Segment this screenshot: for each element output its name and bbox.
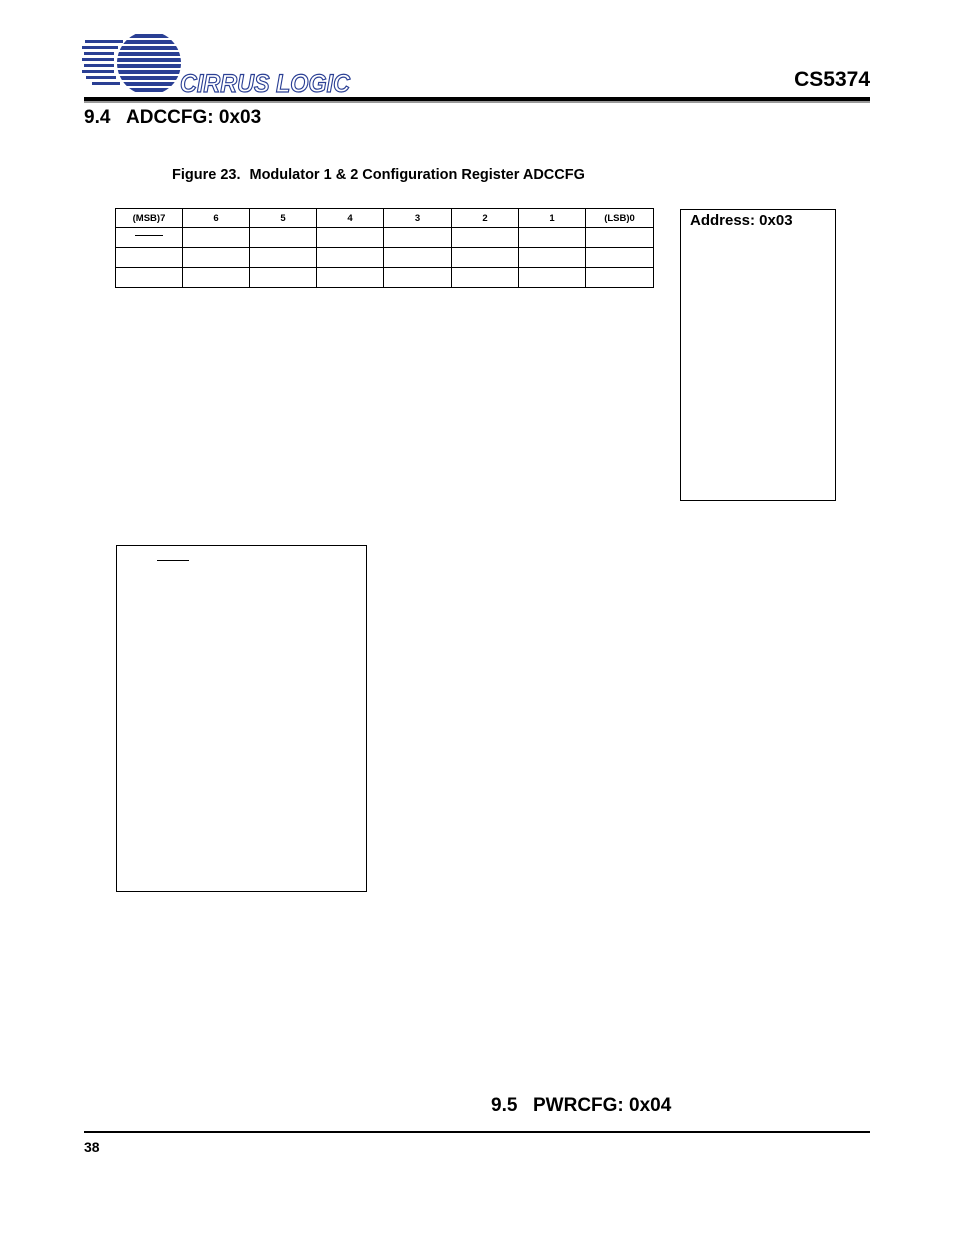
bit-default-cell [250, 268, 317, 288]
bit-default-cell [183, 268, 250, 288]
bit-access-cell [183, 248, 250, 268]
section-number: 9.4 [84, 107, 111, 128]
header-rule-shadow [84, 101, 870, 103]
bit-default-cell [586, 268, 654, 288]
section-heading-9-5 [491, 1095, 671, 1117]
bit-name-cell [183, 228, 250, 248]
bit-access-row [116, 248, 654, 268]
overbar-mark [157, 560, 189, 561]
bit-access-cell [384, 248, 452, 268]
overbar-mark [135, 235, 163, 236]
address-label: Address: 0x03 [690, 212, 793, 229]
bit-header-cell: 5 [250, 209, 317, 228]
bit-default-row [116, 268, 654, 288]
bit-name-cell [250, 228, 317, 248]
section-number: 9.5 [491, 1095, 518, 1116]
figure-title: Modulator 1 & 2 Configuration Register ADCCFG [249, 167, 585, 183]
part-number: CS5374 [794, 68, 870, 91]
section-title: ADCCFG: 0x03 [126, 107, 262, 128]
section-heading-9-4 [84, 107, 261, 129]
figure-caption [172, 167, 585, 183]
bit-access-cell [116, 248, 183, 268]
bit-name-cell [519, 228, 586, 248]
bit-access-cell [586, 248, 654, 268]
figure-number: Figure 23. [172, 167, 241, 183]
bit-header-cell: 1 [519, 209, 586, 228]
bit-header-row [116, 209, 654, 228]
register-bit-table [115, 208, 654, 288]
bit-default-cell [384, 268, 452, 288]
bit-access-cell [250, 248, 317, 268]
bit-name-cell [317, 228, 384, 248]
page-number: 38 [84, 1139, 100, 1155]
section-title: PWRCFG: 0x04 [533, 1095, 672, 1116]
bit-header-cell: 4 [317, 209, 384, 228]
bit-header-cell: (MSB)7 [116, 209, 183, 228]
bit-header-cell: 3 [384, 209, 452, 228]
bit-name-cell [116, 228, 183, 248]
address-box [680, 209, 836, 501]
bit-access-cell [452, 248, 519, 268]
bit-default-cell [519, 268, 586, 288]
bit-default-cell [452, 268, 519, 288]
bit-access-cell [519, 248, 586, 268]
footer-rule [84, 1131, 870, 1133]
bit-access-cell [317, 248, 384, 268]
bit-name-cell [452, 228, 519, 248]
bit-name-cell [586, 228, 654, 248]
bit-header-cell: (LSB)0 [586, 209, 654, 228]
bit-name-cell [384, 228, 452, 248]
logo-wordmark: CIRRUS LOGIC [180, 70, 351, 96]
cirrus-logic-logo [82, 34, 357, 96]
bit-header-cell: 6 [183, 209, 250, 228]
bit-description-box [116, 545, 367, 892]
bit-name-row [116, 228, 654, 248]
bit-header-cell: 2 [452, 209, 519, 228]
bit-default-cell [317, 268, 384, 288]
bit-default-cell [116, 268, 183, 288]
